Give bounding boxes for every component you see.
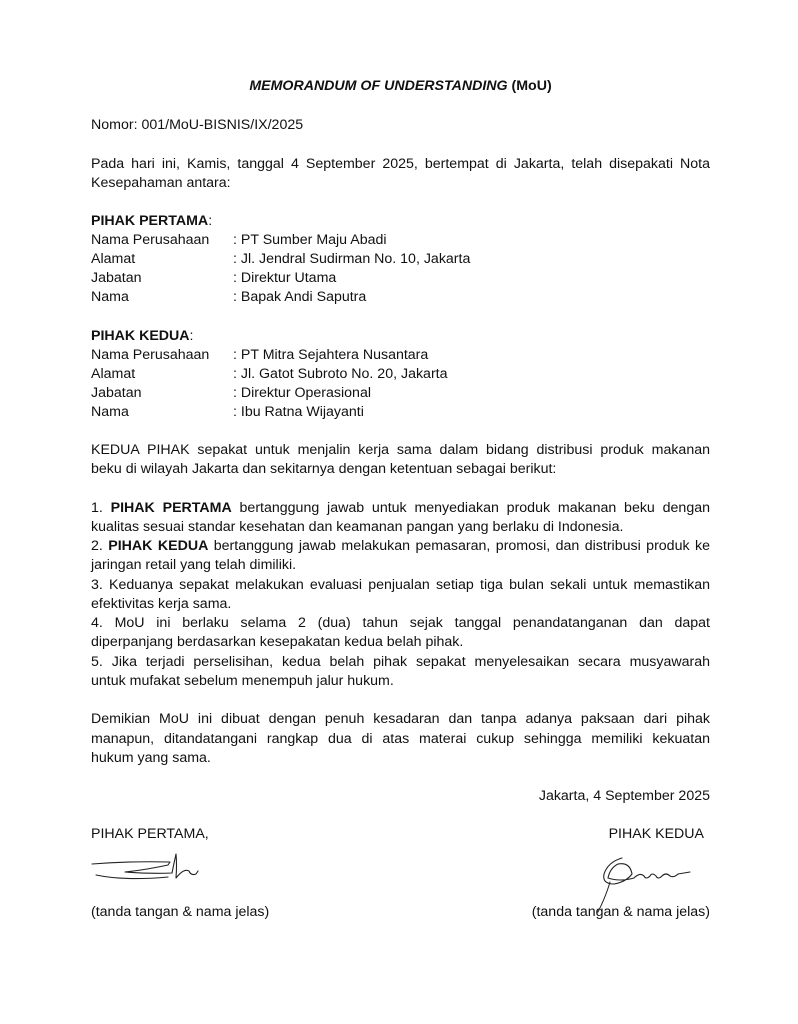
row-value: : Bapak Andi Saputra [233, 289, 367, 305]
pihak-kedua-row [91, 404, 364, 420]
row-value: : Jl. Jendral Sudirman No. 10, Jakarta [233, 251, 471, 267]
pihak-kedua-heading: PIHAK KEDUA: [91, 328, 194, 344]
row-label: Jabatan [91, 385, 142, 401]
clause-3-line-1: 3. Keduanya sepakat melakukan evaluasi penjualan setiap tiga bulan sekali untuk memastikan [91, 577, 710, 593]
signature-right-image [592, 852, 702, 916]
intro-line-1: Pada hari ini, Kamis, tanggal 4 September 2025, bertempat di Jakarta, telah disepakati Nota [91, 156, 710, 172]
row-value: : Direktur Operasional [233, 385, 371, 401]
signature-right-caption: (tanda tangan & nama jelas) [531, 904, 710, 920]
row-value: : Direktur Utama [233, 270, 337, 286]
signature-right-label: PIHAK KEDUA [608, 826, 704, 842]
row-value: : Jl. Gatot Subroto No. 20, Jakarta [233, 366, 448, 382]
pihak-pertama-heading: PIHAK PERTAMA: [91, 213, 213, 229]
row-label: Jabatan [91, 270, 142, 286]
pihak-kedua-row [91, 347, 428, 363]
clause-1-line-2: kualitas sesuai standar kesehatan dan keamanan pangan yang berlaku di Indonesia. [91, 519, 624, 535]
row-label: Nama [91, 289, 129, 305]
clause-1-line-1 [91, 500, 710, 516]
clause-2-line-2: jaringan retail yang telah dimiliki. [91, 557, 297, 573]
pihak-pertama-row [91, 270, 336, 286]
row-label: Nama Perusahaan [91, 232, 210, 248]
intro-line-2: Kesepahaman antara: [91, 175, 231, 191]
title-suffix: (MoU) [507, 78, 552, 94]
pihak-kedua-row [91, 385, 371, 401]
clause-5-line-2: untuk mufakat sebelum menempuh jalur hukum. [91, 673, 394, 689]
document-title [91, 78, 710, 94]
pihak-kedua-row [91, 366, 448, 382]
document-number: Nomor: 001/MoU-BISNIS/IX/2025 [91, 117, 304, 133]
clause-text: bertanggung jawab melakukan pemasaran, promosi, dan distribusi produk ke [208, 538, 710, 554]
pihak-pertama-row [91, 251, 470, 267]
title-italic: MEMORANDUM OF UNDERSTANDING [249, 78, 508, 94]
closing-line-1: Demikian MoU ini dibuat dengan penuh kesadaran dan tanpa adanya paksaan dari pihak [91, 711, 710, 727]
agreement-line-1: KEDUA PIHAK sepakat untuk menjalin kerja sama dalam bidang distribusi produk makanan [91, 442, 710, 458]
clause-3-line-2: efektivitas kerja sama. [91, 596, 232, 612]
place-date: Jakarta, 4 September 2025 [538, 788, 710, 804]
row-label: Alamat [91, 366, 136, 382]
row-label: Nama [91, 404, 129, 420]
row-value: : PT Sumber Maju Abadi [233, 232, 387, 248]
row-value: : Ibu Ratna Wijayanti [233, 404, 364, 420]
row-label: Nama Perusahaan [91, 347, 210, 363]
clause-prefix: 1. [91, 500, 111, 516]
row-value: : PT Mitra Sejahtera Nusantara [233, 347, 429, 363]
clause-4-line-1: 4. MoU ini berlaku selama 2 (dua) tahun sejak tanggal penandatanganan dan dapat [91, 615, 710, 631]
pihak-pertama-row [91, 232, 387, 248]
closing-line-3: hukum yang sama. [91, 750, 211, 766]
clause-party: PIHAK PERTAMA [110, 500, 232, 516]
row-label: Alamat [91, 251, 136, 267]
agreement-line-2: beku di wilayah Jakarta dan sekitarnya dengan ketentuan sebagai berikut: [91, 461, 557, 477]
clause-5-line-1: 5. Jika terjadi perselisihan, kedua belah pihak sepakat menyelesaikan secara musyawarah [91, 654, 710, 670]
signature-left-label: PIHAK PERTAMA, [91, 826, 209, 842]
pihak-pertama-row [91, 289, 366, 305]
clause-prefix: 2. [91, 538, 109, 554]
clause-text: bertanggung jawab untuk menyediakan produk makanan beku dengan [231, 500, 710, 516]
signature-left-image [90, 848, 210, 890]
clause-4-line-2: diperpanjang berdasarkan kesepakatan kedua belah pihak. [91, 634, 464, 650]
closing-line-2: manapun, ditandatangani rangkap dua di atas materai cukup sehingga memiliki kekuatan [91, 731, 710, 747]
signature-left-caption: (tanda tangan & nama jelas) [91, 904, 270, 920]
clause-2-line-1 [91, 538, 710, 554]
clause-party: PIHAK KEDUA [108, 538, 209, 554]
pihak-pertama-heading-text: PIHAK PERTAMA [91, 213, 209, 229]
pihak-kedua-heading-text: PIHAK KEDUA [91, 328, 190, 344]
